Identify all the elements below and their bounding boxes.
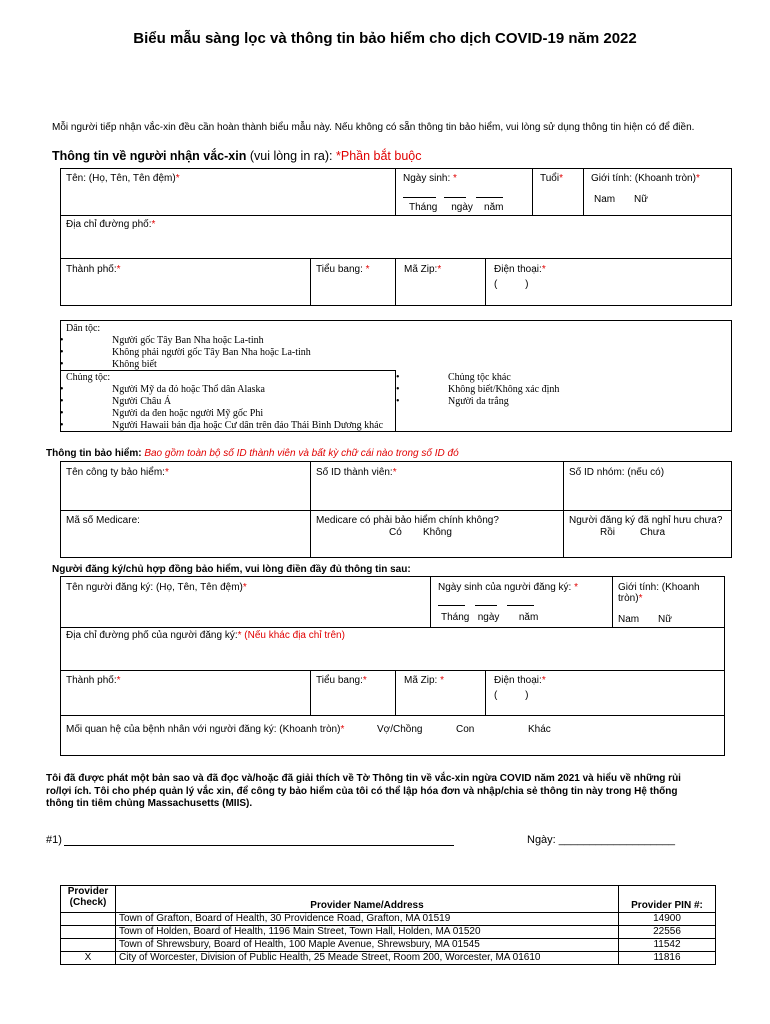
recipient-heading-text: Thông tin về người nhận vắc-xin: [52, 149, 247, 163]
provider-pin: 11542: [619, 939, 716, 952]
consent-text: Tôi đã được phát một bản sao và đã đọc và/hoặc đã giải thích về Tờ Thông tin về vắc-xin ngừa COVID năm 2021 và hiểu về những rủi ro/lợi ích. Tôi cho phép quản lý vắc xin, để công ty bảo hiểm của tôi có thể lập hóa đơn và nhập/chia sẻ thông tin này trong Hệ thống thông tin tiêm chủng Massachusetts (MIIS).: [46, 773, 681, 809]
subscriber-phone-field[interactable]: Điện thoại:*: [494, 675, 546, 686]
print-note: (vui lòng in ra):: [249, 149, 333, 163]
recipient-age-field[interactable]: Tuổi*: [540, 173, 563, 184]
col-pin-header: Provider PIN #:: [619, 886, 716, 913]
col-check-header: Provider (Check): [61, 886, 116, 913]
recipient-dob-field[interactable]: Ngày sinh: *: [403, 173, 457, 184]
recipient-info-box: [60, 168, 732, 306]
race-option[interactable]: • Người Mỹ da đỏ hoặc Thổ dân Alaska: [112, 384, 265, 395]
ethnicity-label: Dân tộc:: [66, 323, 101, 334]
recipient-phone-paren: ( ): [494, 279, 529, 290]
provider-name: Town of Shrewsbury, Board of Health, 100 Maple Avenue, Shrewsbury, MA 01545: [116, 939, 619, 952]
provider-check[interactable]: X: [61, 952, 116, 965]
medicare-primary-question: Medicare có phải bảo hiểm chính không?: [316, 515, 499, 526]
race-label: Chủng tộc:: [66, 372, 111, 383]
recipient-gender-female[interactable]: Nữ: [634, 194, 648, 205]
recipient-gender-male[interactable]: Nam: [594, 194, 616, 205]
race-option[interactable]: • Người da trắng: [448, 396, 509, 407]
table-row: [61, 952, 716, 965]
member-id-field[interactable]: Số ID thành viên:*: [316, 467, 397, 478]
provider-pin: 22556: [619, 926, 716, 939]
provider-name: Town of Holden, Board of Health, 1196 Main Street, Town Hall, Holden, MA 01520: [116, 926, 619, 939]
provider-pin: 11816: [619, 952, 716, 965]
insurance-note: Bao gồm toàn bộ số ID thành viên và bất kỳ chữ cái nào trong số ID đó: [144, 448, 459, 459]
subscriber-gender-male[interactable]: Nam: [618, 614, 640, 625]
provider-check[interactable]: [61, 939, 116, 952]
form-title: Biểu mẫu sàng lọc và thông tin bảo hiểm cho dịch COVID-19 năm 2022: [133, 30, 637, 47]
retired-yes[interactable]: Rồi: [600, 527, 616, 538]
ethnicity-option[interactable]: • Người gốc Tây Ban Nha hoặc La-tinh: [112, 335, 264, 346]
recipient-name-field[interactable]: Tên: (Họ, Tên, Tên đệm)*: [66, 173, 180, 184]
race-option[interactable]: • Người Hawaii bản địa hoặc Cư dân trên đảo Thái Bình Dương khác: [112, 420, 383, 431]
race-option[interactable]: • Chủng tộc khác: [448, 372, 511, 383]
insurance-heading: Thông tin bảo hiểm: Bao gồm toàn bộ số ID thành viên và bất kỳ chữ cái nào trong số ID đó: [46, 448, 459, 459]
recipient-dob-parts: Tháng ngày năm: [409, 202, 504, 213]
provider-table-header: [61, 886, 716, 913]
subscriber-name-field[interactable]: Tên người đăng ký: (Họ, Tên, Tên đệm)*: [66, 582, 247, 593]
recipient-zip-field[interactable]: Mã Zip:*: [404, 264, 442, 275]
race-option[interactable]: • Người Châu Á: [112, 396, 171, 407]
ethnicity-option[interactable]: • Không biết: [112, 359, 157, 370]
subscriber-gender-field[interactable]: Giới tính: (Khoanh tròn)*: [618, 582, 700, 604]
provider-name: City of Worcester, Division of Public Health, 25 Meade Street, Room 200, Worcester, MA 01610: [116, 952, 619, 965]
provider-check[interactable]: [61, 926, 116, 939]
subscriber-dob-parts: Tháng ngày năm: [441, 612, 539, 623]
table-row: [61, 913, 716, 926]
retired-question: Người đăng ký đã nghỉ hưu chưa?: [569, 515, 723, 526]
ethnicity-option[interactable]: • Không phải người gốc Tây Ban Nha hoặc La-tinh: [112, 347, 311, 358]
recipient-city-field[interactable]: Thành phố:*: [66, 264, 121, 275]
provider-name: Town of Grafton, Board of Health, 30 Providence Road, Grafton, MA 01519: [116, 913, 619, 926]
subscriber-heading: Người đăng ký/chủ hợp đồng bảo hiểm, vui lòng điền đầy đủ thông tin sau:: [52, 564, 411, 575]
recipient-gender-field[interactable]: Giới tính: (Khoanh tròn)*: [591, 173, 700, 184]
recipient-state-field[interactable]: Tiểu bang: *: [316, 264, 370, 275]
race-option[interactable]: • Người da đen hoặc người Mỹ gốc Phi: [112, 408, 263, 419]
provider-check[interactable]: [61, 913, 116, 926]
provider-table: [60, 885, 716, 965]
medicare-primary-yes[interactable]: Có: [389, 527, 402, 538]
subscriber-dob-field[interactable]: Ngày sinh của người đăng ký: *: [438, 582, 579, 593]
medicare-id-field[interactable]: Mã số Medicare:: [66, 515, 140, 526]
insurance-company-field[interactable]: Tên công ty bảo hiểm:*: [66, 467, 169, 478]
recipient-phone-field[interactable]: Điện thoại:*: [494, 264, 546, 275]
subscriber-phone-paren: ( ): [494, 690, 529, 701]
recipient-heading: [52, 149, 422, 163]
relationship-child[interactable]: Con: [456, 724, 475, 735]
table-row: [61, 926, 716, 939]
relationship-field: Mối quan hệ của bệnh nhân với người đăng ký: (Khoanh tròn)*: [66, 724, 345, 735]
intro-text: Mỗi người tiếp nhận vắc-xin đều cần hoàn thành biểu mẫu này. Nếu không có sẵn thông tin bảo hiểm, vui lòng sử dụng thông tin hiện có để điền.: [52, 122, 695, 133]
group-id-field[interactable]: Số ID nhóm: (nếu có): [569, 467, 665, 478]
subscriber-state-field[interactable]: Tiểu bang:*: [316, 675, 367, 686]
recipient-street-field[interactable]: Địa chỉ đường phố:*: [66, 219, 156, 230]
table-row: [61, 939, 716, 952]
subscriber-zip-field[interactable]: Mã Zip: *: [404, 675, 445, 686]
relationship-spouse[interactable]: Vợ/Chồng: [377, 724, 423, 735]
signature-label: #1): [46, 834, 62, 846]
required-note: *Phần bắt buộc: [336, 149, 422, 163]
provider-pin: 14900: [619, 913, 716, 926]
date-field[interactable]: Ngày: ___________________: [527, 834, 676, 846]
subscriber-street-field[interactable]: Địa chỉ đường phố của người đăng ký:* (Nếu khác địa chỉ trên): [66, 630, 345, 641]
medicare-primary-no[interactable]: Không: [423, 527, 452, 538]
subscriber-gender-female[interactable]: Nữ: [658, 614, 672, 625]
retired-no[interactable]: Chưa: [640, 527, 666, 538]
signature-line[interactable]: [64, 845, 454, 846]
race-option[interactable]: • Không biết/Không xác định: [448, 384, 559, 395]
relationship-other[interactable]: Khác: [528, 724, 551, 735]
subscriber-city-field[interactable]: Thành phố:*: [66, 675, 121, 686]
col-name-header: Provider Name/Address: [116, 886, 619, 913]
